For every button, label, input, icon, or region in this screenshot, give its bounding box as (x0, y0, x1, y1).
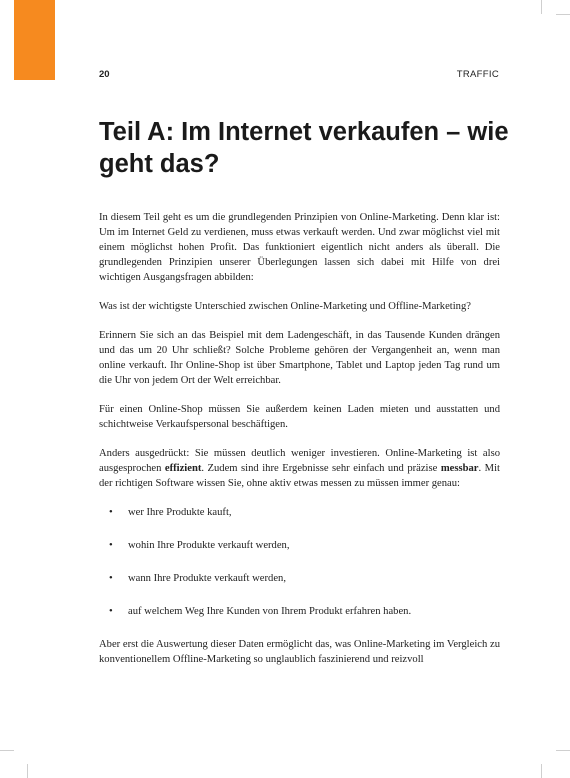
paragraph: Was ist der wichtigste Unterschied zwischen Online-Marketing und Offline-Marketing? (99, 301, 471, 312)
bullet-icon: • (109, 507, 113, 518)
bullet-list (99, 505, 500, 637)
crop-mark (27, 764, 28, 778)
paragraph: Anders ausgedrückt: Sie müssen deutlich weniger investieren. Online-Marketing ist also ausgesprochen effizient. Zudem sind ihre Ergebnisse sehr einfach und präzise messbar. Mit der richtigen Software wissen Sie, ohne aktiv etwas messen zu müssen immer genau: (99, 448, 500, 489)
emphasis-efficient: effizient (164, 463, 202, 474)
list-item: • wohin Ihre Produkte verkauft werden, (109, 540, 290, 551)
paragraph: Für einen Online-Shop müssen Sie außerdem keinen Laden mieten und ausstatten und schichtweise Verkaufspersonal beschäftigen. (99, 404, 500, 430)
paragraph: In diesem Teil geht es um die grundlegenden Prinzipien von Online-Marketing. Denn klar ist: Um im Internet Geld zu verdienen, muss etwas verkauft werden. Und zwar möglichst viel mit einem möglichst hohen Profit. Das funktioniert eigentlich nicht anders als überall. Die grundlegenden Prinzipien unserer Überlegungen lassen sich dabei mit Hilfe von drei wichtigen Ausgangsfragen abbilden: (99, 212, 500, 283)
section-title: TRAFFIC (456, 69, 499, 80)
chapter-title: Teil A: Im Internet verkaufen – wie geht das? (99, 118, 509, 178)
emphasis-measurable: messbar (440, 463, 479, 474)
crop-mark (556, 14, 570, 15)
page-number: 20 (99, 69, 110, 80)
list-item: • wann Ihre Produkte verkauft werden, (109, 573, 286, 584)
list-item: • auf welchem Weg Ihre Kunden von Ihrem Produkt erfahren haben. (109, 606, 412, 617)
crop-mark (0, 750, 14, 751)
list-item: • wer Ihre Produkte kauft, (109, 507, 232, 518)
bullet-icon: • (109, 573, 113, 584)
crop-mark (556, 750, 570, 751)
bullet-icon: • (109, 606, 113, 617)
crop-mark (541, 764, 542, 778)
bullet-icon: • (109, 540, 113, 551)
paragraph: Erinnern Sie sich an das Beispiel mit dem Ladengeschäft, in das Tausende Kunden drängen und das um 20 Uhr schließt? Solche Probleme gehören der Vergangenheit an, wenn man online verkauft. Ihr Online-Shop ist über Smartphone, Tablet und Laptop jeden Tag rund um die Uhr von jedem Ort der Welt erreichbar. (99, 330, 500, 386)
chapter-color-tab (14, 0, 55, 80)
body-text (99, 210, 500, 681)
running-header (99, 69, 499, 85)
crop-mark (541, 0, 542, 14)
paragraph: Aber erst die Auswertung dieser Daten ermöglicht das, was Online-Marketing im Vergleich zu konventionellem Offline-Marketing so unglaublich faszinierend und reizvoll (99, 639, 500, 665)
